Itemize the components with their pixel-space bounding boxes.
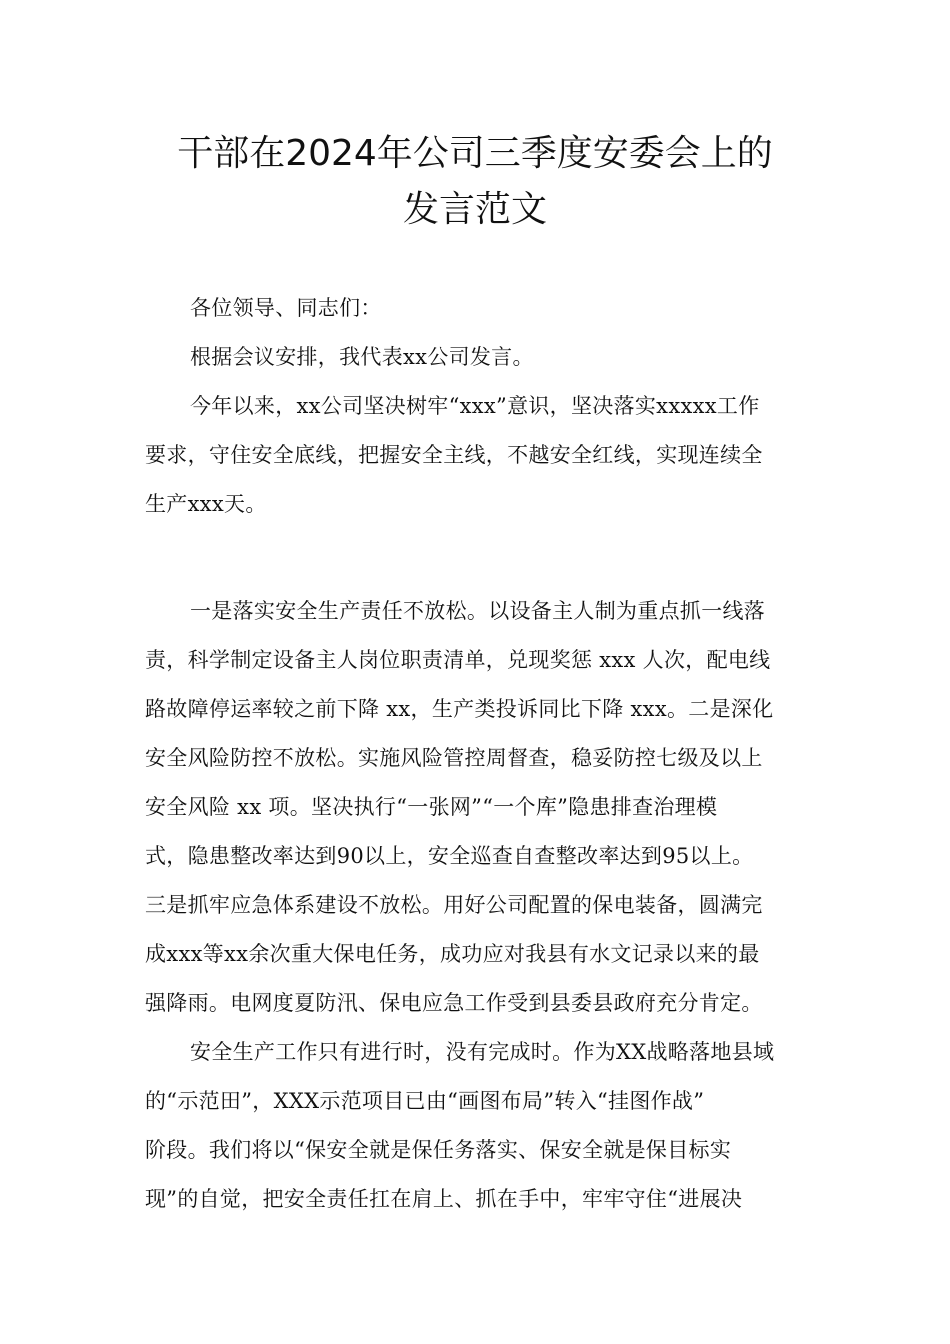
paragraph-2-line-6: 式，隐患整改率达到90以上，安全巡查自查整改率达到95以上。 [145, 844, 754, 868]
paragraph-2-line-9: 强降雨。电网度夏防汛、保电应急工作受到县委县政府充分肯定。 [145, 991, 763, 1015]
paragraph-2-line-7: 三是抓牢应急体系建设不放松。用好公司配置的保电装备，圆满完 [145, 893, 763, 917]
paragraph-3-line-4: 现”的自觉，把安全责任扛在肩上、抓在手中，牢牢守住“进展决 [145, 1187, 743, 1211]
paragraph-3-line-1: 安全生产工作只有进行时，没有完成时。作为XX战略落地县域 [190, 1040, 775, 1064]
paragraph-1-line-2: 要求，守住安全底线，把握安全主线，不越安全红线，实现连续全 [145, 443, 763, 467]
paragraph-2-line-3: 路故障停运率较之前下降 xx，生产类投诉同比下降 xxx。二是深化 [145, 697, 774, 721]
paragraph-3-line-2: 的“示范田”，XXX示范项目已由“画图布局”转入“挂图作战” [145, 1089, 705, 1113]
paragraph-2-line-4: 安全风险防控不放松。实施风险管控周督查，稳妥防控七级及以上 [145, 746, 763, 770]
paragraph-3-line-3: 阶段。我们将以“保安全就是保任务落实、保安全就是保目标实 [145, 1138, 732, 1162]
paragraph-2-line-8: 成xxx等xx余次重大保电任务，成功应对我县有水文记录以来的最 [145, 942, 760, 966]
greeting-line: 各位领导、同志们： [190, 296, 382, 320]
paragraph-2-line-2: 责，科学制定设备主人岗位职责清单，兑现奖惩 xxx 人次，配电线 [145, 648, 771, 672]
intro-line: 根据会议安排，我代表xx公司发言。 [190, 345, 534, 369]
document-title-line-1: 干部在2024年公司三季度安委会上的 [177, 133, 773, 174]
paragraph-2-line-5: 安全风险 xx 项。坚决执行“一张网”“一个库”隐患排查治理模 [145, 795, 718, 819]
paragraph-1-line-3: 生产xxx天。 [145, 492, 267, 516]
paragraph-1-line-1: 今年以来，xx公司坚决树牢“xxx”意识，坚决落实xxxxx工作 [190, 394, 760, 418]
document-title-line-2: 发言范文 [402, 189, 547, 230]
paragraph-2-line-1: 一是落实安全生产责任不放松。以设备主人制为重点抓一线落 [190, 599, 766, 623]
